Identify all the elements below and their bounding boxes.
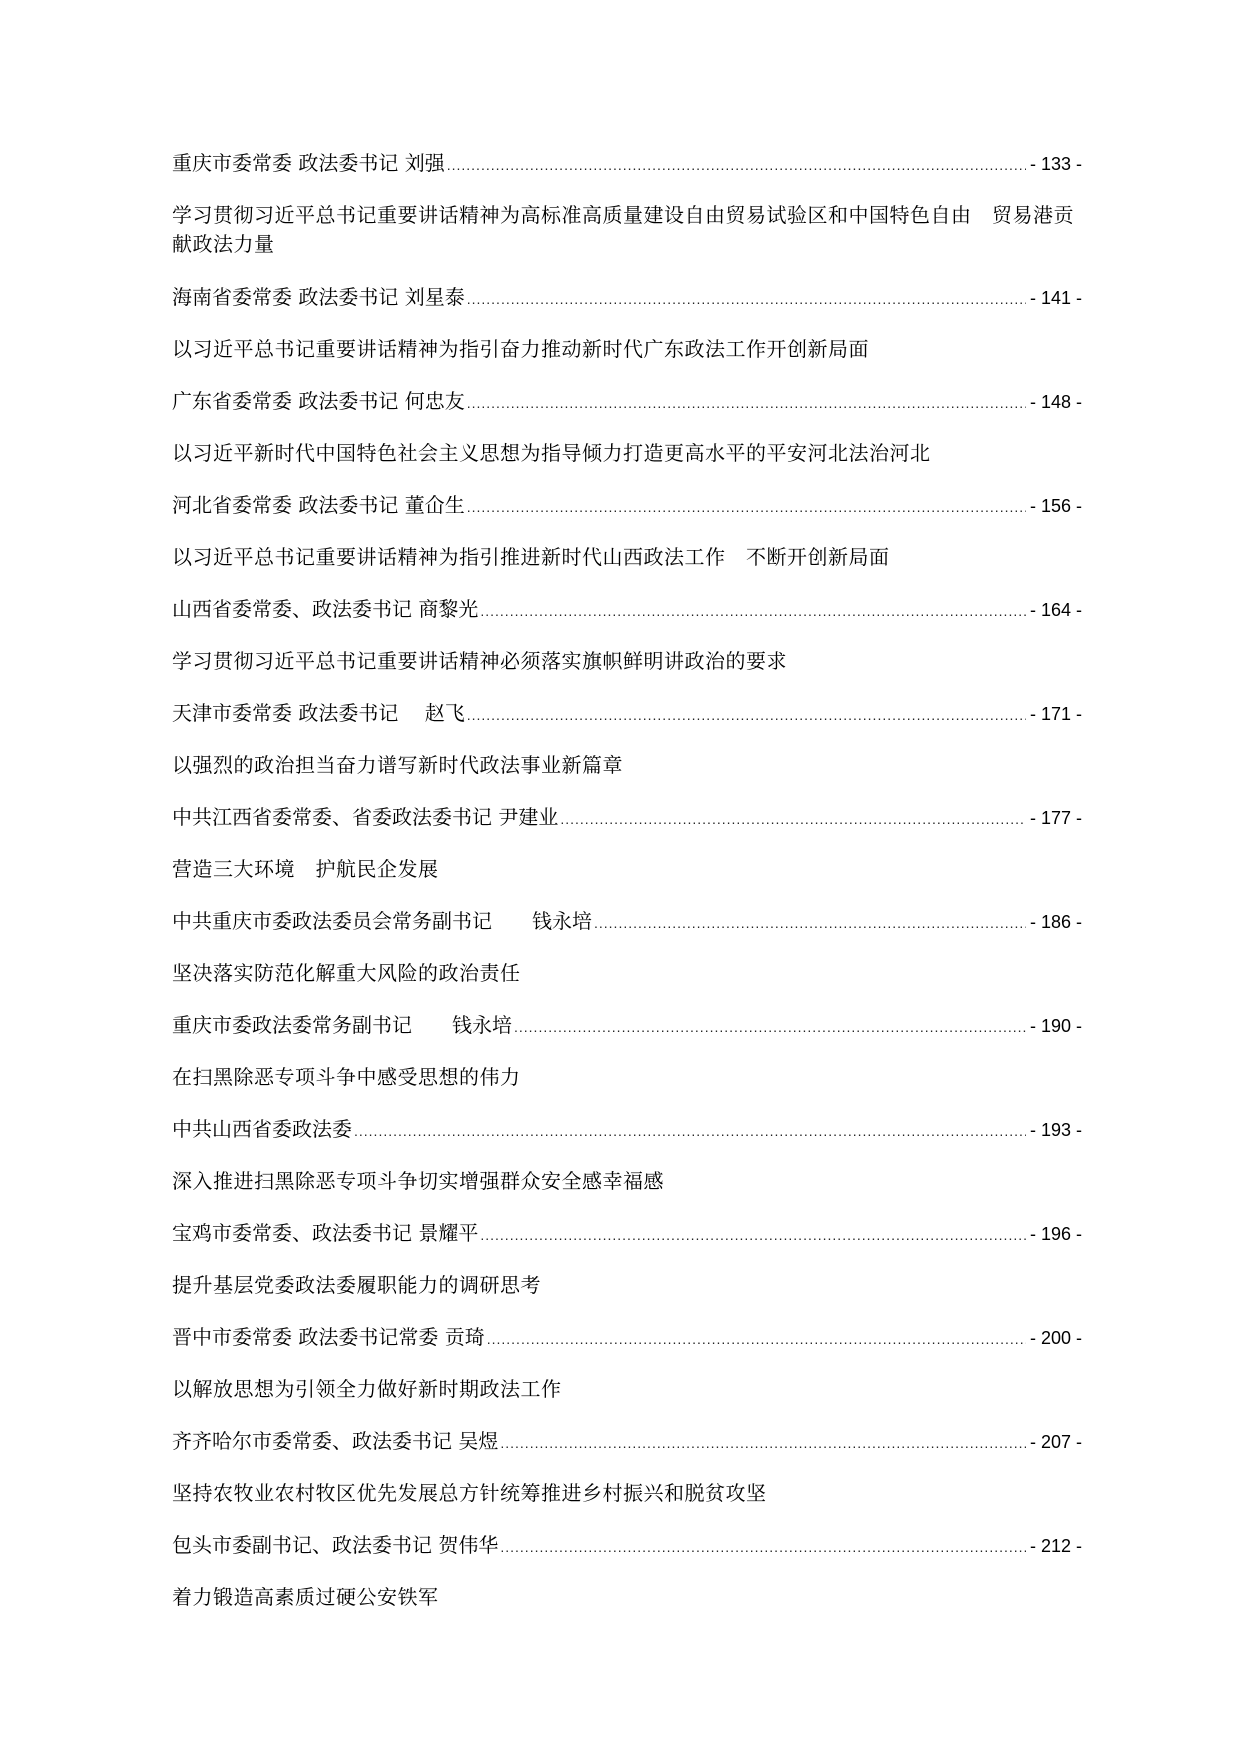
- toc-author: 河北省委常委 政法委书记 董仚生: [172, 493, 465, 517]
- toc-page-number: - 164 -: [1029, 600, 1082, 620]
- table-of-contents: [172, 146, 1082, 1632]
- toc-article-title[interactable]: 深入推进扫黑除恶专项斗争切实增强群众安全感幸福感: [172, 1169, 664, 1193]
- toc-dot-leader: [480, 594, 1026, 628]
- toc-dot-leader: [487, 1322, 1026, 1356]
- toc-article-title[interactable]: 以解放思想为引领全力做好新时期政法工作: [172, 1377, 562, 1401]
- toc-dot-leader: [467, 386, 1026, 420]
- toc-page-number: - 186 -: [1029, 912, 1082, 932]
- toc-dot-leader: [514, 1010, 1026, 1044]
- toc-author: 中共山西省委政法委: [172, 1117, 352, 1141]
- toc-author: 包头市委副书记、政法委书记 贺伟华: [172, 1533, 499, 1557]
- toc-dot-leader: [500, 1426, 1026, 1460]
- toc-dot-leader: [500, 1530, 1026, 1564]
- toc-dot-leader: [467, 282, 1026, 316]
- toc-dot-leader: [447, 148, 1026, 182]
- toc-article-title[interactable]: 以习近平总书记重要讲话精神为指引推进新时代山西政法工作 不断开创新局面: [172, 545, 890, 569]
- toc-author: 广东省委常委 政法委书记 何忠友: [172, 389, 465, 413]
- toc-author: 山西省委常委、政法委书记 商黎光: [172, 597, 479, 621]
- toc-article-title[interactable]: 学习贯彻习近平总书记重要讲话精神为高标准高质量建设自由贸易试验区和中国特色自由 贸易港贡献政法力量: [172, 203, 1074, 256]
- toc-article-title[interactable]: 学习贯彻习近平总书记重要讲话精神必须落实旗帜鲜明讲政治的要求: [172, 649, 787, 673]
- toc-dot-leader: [467, 698, 1026, 732]
- toc-author: 重庆市委政法委常务副书记 钱永培: [172, 1013, 512, 1037]
- toc-author: 中共重庆市委政法委员会常务副书记 钱永培: [172, 909, 592, 933]
- toc-author-line[interactable]: [172, 904, 1082, 938]
- toc-author: 宝鸡市委常委、政法委书记 景耀平: [172, 1221, 479, 1245]
- toc-page-number: - 207 -: [1029, 1432, 1082, 1452]
- toc-page-number: - 177 -: [1029, 808, 1082, 828]
- toc-dot-leader: [467, 490, 1026, 524]
- toc-author-line[interactable]: [172, 800, 1082, 834]
- toc-page-number: - 212 -: [1029, 1536, 1082, 1556]
- toc-dot-leader: [560, 802, 1026, 836]
- toc-page-number: - 133 -: [1029, 154, 1082, 174]
- toc-author-line[interactable]: [172, 1112, 1082, 1146]
- toc-page-number: - 193 -: [1029, 1120, 1082, 1140]
- toc-page-number: - 148 -: [1029, 392, 1082, 412]
- toc-author: 齐齐哈尔市委常委、政法委书记 吴煜: [172, 1429, 499, 1453]
- toc-page-number: - 156 -: [1029, 496, 1082, 516]
- toc-author-line[interactable]: [172, 696, 1082, 730]
- toc-author: 中共江西省委常委、省委政法委书记 尹建业: [172, 805, 559, 829]
- toc-article-title[interactable]: 坚持农牧业农村牧区优先发展总方针统筹推进乡村振兴和脱贫攻坚: [172, 1481, 767, 1505]
- toc-author-line[interactable]: [172, 592, 1082, 626]
- toc-article-title[interactable]: 以习近平新时代中国特色社会主义思想为指导倾力打造更高水平的平安河北法治河北: [172, 441, 931, 465]
- toc-article-title[interactable]: 以习近平总书记重要讲话精神为指引奋力推动新时代广东政法工作开创新局面: [172, 337, 869, 361]
- toc-page-number: - 141 -: [1029, 288, 1082, 308]
- toc-article-title[interactable]: 提升基层党委政法委履职能力的调研思考: [172, 1273, 541, 1297]
- toc-author: 海南省委常委 政法委书记 刘星泰: [172, 285, 465, 309]
- toc-author-line[interactable]: [172, 384, 1082, 418]
- toc-author-line[interactable]: [172, 1528, 1082, 1562]
- toc-article-title[interactable]: 以强烈的政治担当奋力谱写新时代政法事业新篇章: [172, 753, 623, 777]
- toc-author: 重庆市委常委 政法委书记 刘强: [172, 151, 445, 175]
- toc-author-line[interactable]: [172, 1008, 1082, 1042]
- toc-author: 晋中市委常委 政法委书记常委 贡琦: [172, 1325, 485, 1349]
- toc-author-line[interactable]: [172, 1320, 1082, 1354]
- toc-article-title[interactable]: 着力锻造高素质过硬公安铁军: [172, 1585, 439, 1609]
- toc-dot-leader: [354, 1114, 1026, 1148]
- toc-author-line[interactable]: [172, 1424, 1082, 1458]
- toc-page-number: - 190 -: [1029, 1016, 1082, 1036]
- toc-page-number: - 196 -: [1029, 1224, 1082, 1244]
- toc-author-line[interactable]: [172, 488, 1082, 522]
- toc-author: 天津市委常委 政法委书记 赵飞: [172, 701, 465, 725]
- toc-article-title[interactable]: 营造三大环境 护航民企发展: [172, 857, 439, 881]
- toc-dot-leader: [480, 1218, 1026, 1252]
- toc-author-line[interactable]: [172, 146, 1082, 180]
- toc-page-number: - 171 -: [1029, 704, 1082, 724]
- toc-article-title[interactable]: 坚决落实防范化解重大风险的政治责任: [172, 961, 521, 985]
- toc-author-line[interactable]: [172, 1216, 1082, 1250]
- toc-page-number: - 200 -: [1029, 1328, 1082, 1348]
- toc-author-line[interactable]: [172, 280, 1082, 314]
- toc-dot-leader: [594, 906, 1026, 940]
- toc-article-title[interactable]: 在扫黑除恶专项斗争中感受思想的伟力: [172, 1065, 521, 1089]
